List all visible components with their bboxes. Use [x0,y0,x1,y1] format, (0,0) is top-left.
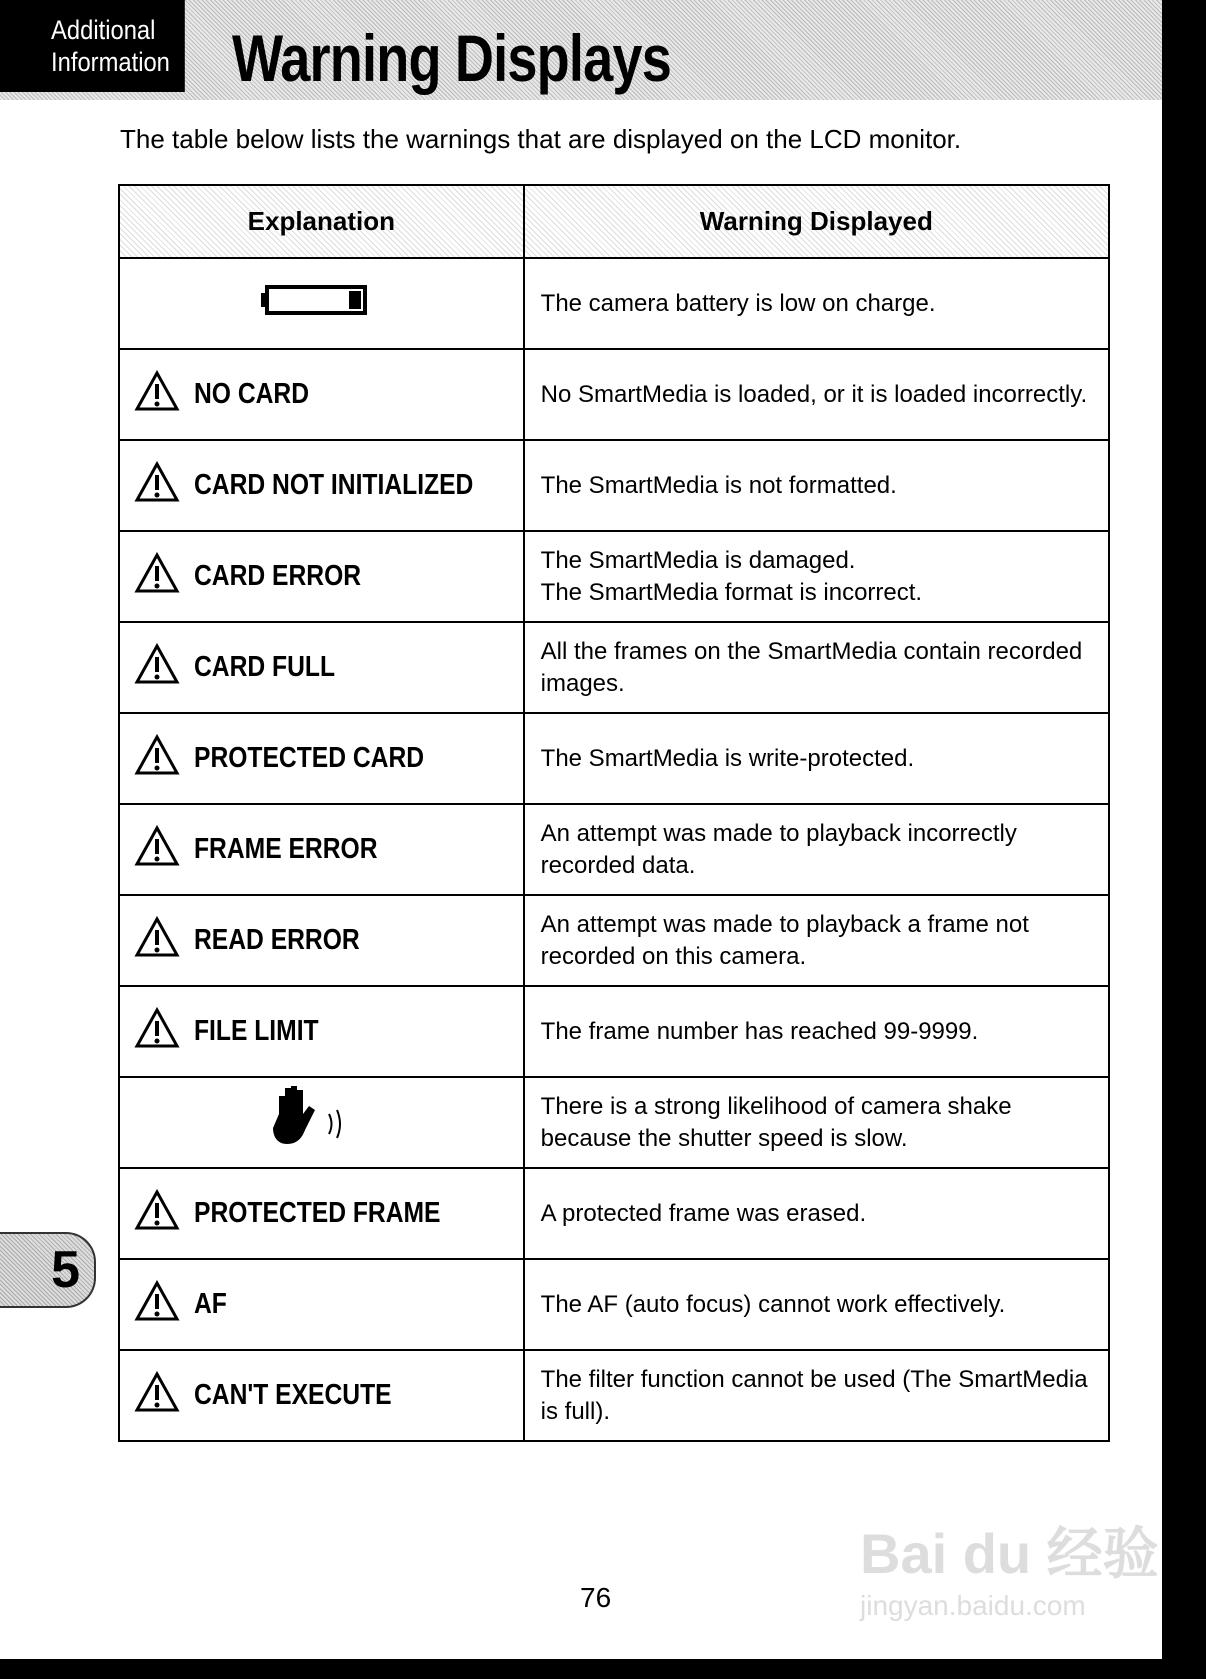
explanation-cell [119,1077,524,1168]
table-row [119,349,1109,440]
warning-label: CARD FULL [194,651,336,683]
warning-icon [134,1007,180,1057]
explanation-cell [119,440,524,531]
warning-label: PROTECTED CARD [194,742,425,774]
scan-edge [1162,0,1206,1679]
warning-label: FILE LIMIT [194,1015,319,1047]
table-row [119,258,1109,349]
table-row [119,1259,1109,1350]
explanation-cell [119,713,524,804]
table-row [119,440,1109,531]
warning-label: PROTECTED FRAME [194,1197,441,1229]
warning-description: An attempt was made to playback a frame not recorded on this camera. [524,895,1109,986]
warning-icon [134,461,180,511]
warning-label: CARD ERROR [194,560,362,592]
warning-description: The filter function cannot be used (The SmartMedia is full). [524,1350,1109,1441]
explanation-cell [119,804,524,895]
table-row [119,713,1109,804]
explanation-cell [119,531,524,622]
warning-label: NO CARD [194,378,310,410]
section-line-1: Additional [51,15,156,45]
section-label [0,0,185,92]
warning-description: The SmartMedia is damaged. The SmartMedia format is incorrect. [524,531,1109,622]
warning-description: The AF (auto focus) cannot work effectively. [524,1259,1109,1350]
warning-icon [134,552,180,602]
battery-low-icon [259,283,369,325]
watermark-logo: Bai du 经验 [860,1522,1159,1585]
warning-label: CARD NOT INITIALIZED [194,469,474,501]
table-row [119,804,1109,895]
explanation-cell [119,349,524,440]
warning-description: The camera battery is low on charge. [524,258,1109,349]
warning-description: The SmartMedia is write-protected. [524,713,1109,804]
warning-description: There is a strong likelihood of camera shake because the shutter speed is slow. [524,1077,1109,1168]
table-row [119,1077,1109,1168]
warning-label: READ ERROR [194,924,360,956]
warning-icon [134,734,180,784]
warning-icon [134,825,180,875]
warning-icon [134,1189,180,1239]
scan-edge-bottom [0,1659,1206,1679]
warning-description: A protected frame was erased. [524,1168,1109,1259]
explanation-cell [119,622,524,713]
warning-description: An attempt was made to playback incorrectly recorded data. [524,804,1109,895]
header-explanation: Explanation [119,185,524,258]
camera-shake-icon [269,1084,359,1162]
warning-description: No SmartMedia is loaded, or it is loaded incorrectly. [524,349,1109,440]
warning-icon [134,643,180,693]
table-row [119,986,1109,1077]
warning-description: All the frames on the SmartMedia contain recorded images. [524,622,1109,713]
explanation-cell [119,895,524,986]
warning-description: The frame number has reached 99-9999. [524,986,1109,1077]
intro-text: The table below lists the warnings that are displayed on the LCD monitor. [120,124,962,154]
header-warning: Warning Displayed [524,185,1109,258]
warning-description: The SmartMedia is not formatted. [524,440,1109,531]
chapter-tab: 5 [0,1232,96,1308]
explanation-cell [119,258,524,349]
warning-icon [134,370,180,420]
watermark-url: jingyan.baidu.com [860,1590,1086,1621]
table-row [119,1168,1109,1259]
table-row [119,622,1109,713]
explanation-cell [119,1168,524,1259]
table-row [119,531,1109,622]
warning-label: AF [194,1288,227,1320]
table-row [119,1350,1109,1441]
warning-label: FRAME ERROR [194,833,378,865]
table-row [119,895,1109,986]
section-line-2: Information [51,47,170,77]
warning-icon [134,1280,180,1330]
explanation-cell [119,1350,524,1441]
explanation-cell [119,986,524,1077]
warning-icon [134,916,180,966]
page-number: 76 [580,1582,612,1613]
warning-label: CAN'T EXECUTE [194,1379,392,1411]
explanation-cell [119,1259,524,1350]
warnings-table [118,184,1110,1442]
warning-icon [134,1371,180,1421]
page-title: Warning Displays [232,21,671,95]
